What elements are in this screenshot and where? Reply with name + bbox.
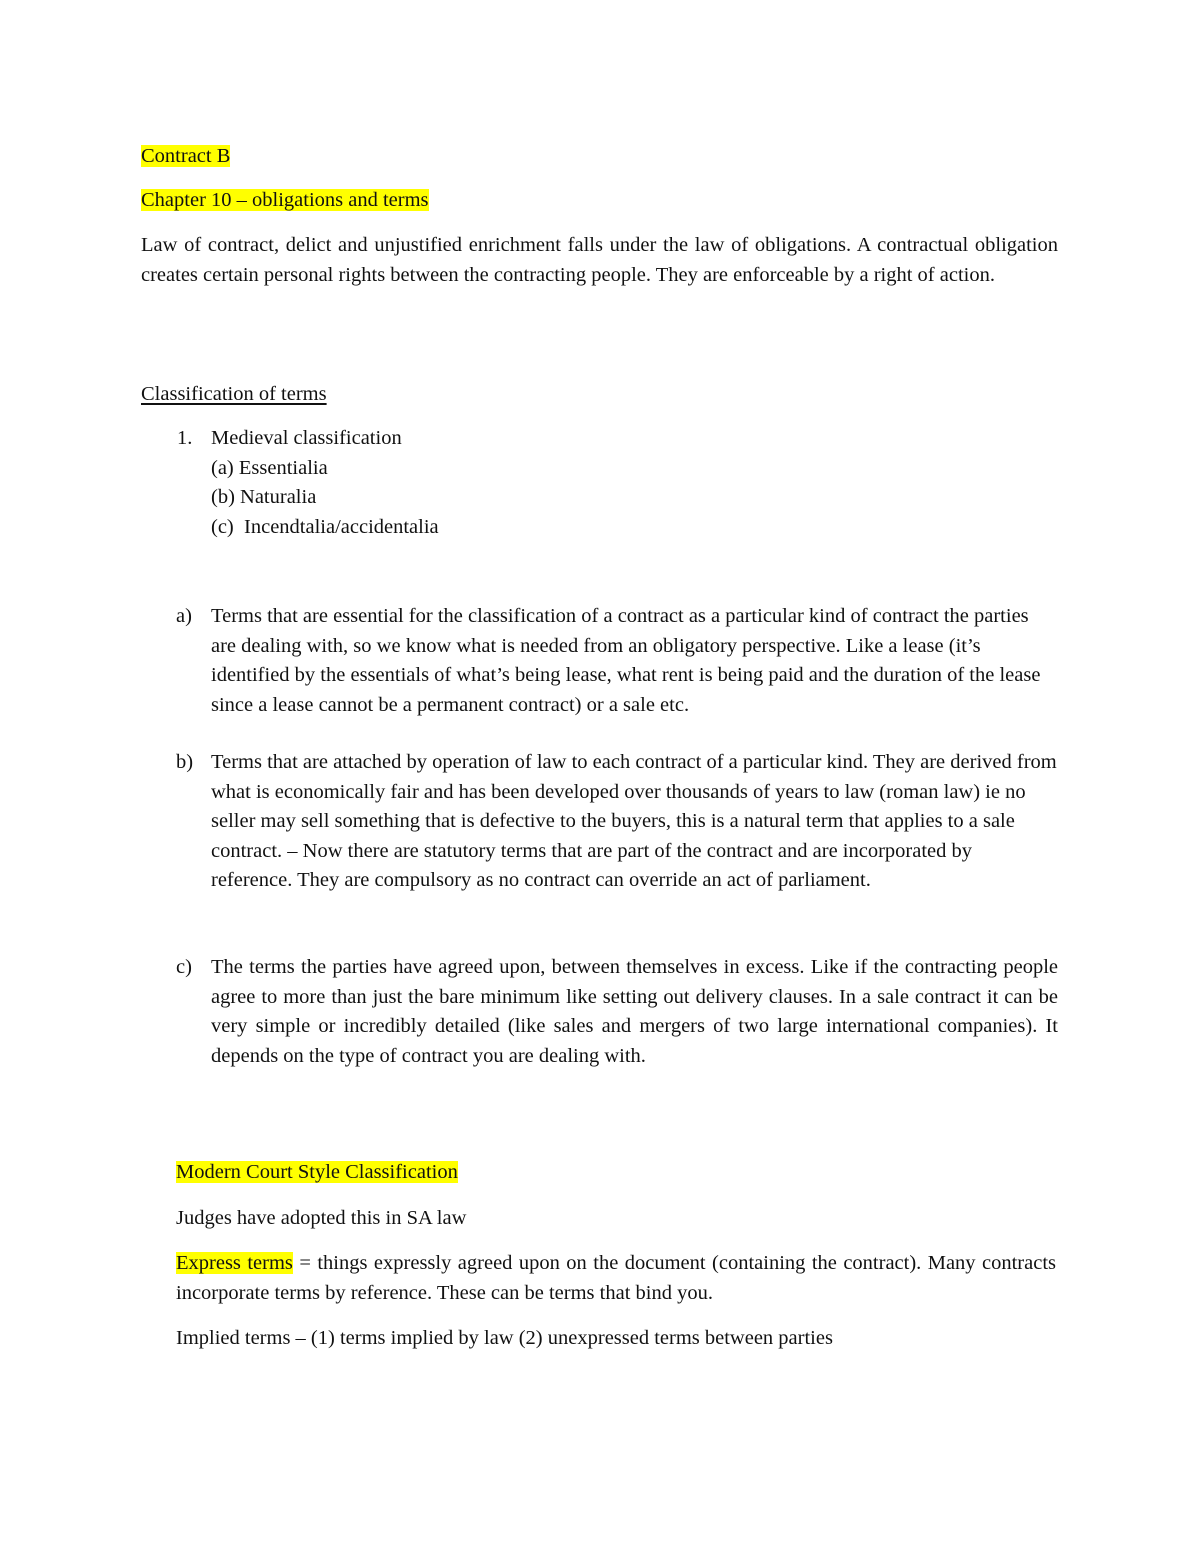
- explanation-marker: a): [176, 605, 192, 627]
- explanation-text: Terms that are essential for the classification of a contract as a particular kind of contract the parties are dealing with, so we know what is needed from an obligatory perspective. Like a lease (it’s identified by the essentials of what’s being lease, what rent is being paid and the duration of the lease since a lease cannot be a permanent contract) or a sale etc.: [211, 605, 1041, 716]
- document-title: Contract B: [141, 145, 231, 167]
- express-terms-text: = things expressly agreed upon on the document (containing the contract). Many contracts incorporate terms by reference. These can be terms that bind you.: [176, 1252, 1056, 1304]
- implied-terms-line: Implied terms – (1) terms implied by law (2) unexpressed terms between parties: [176, 1327, 833, 1349]
- classification-heading: Classification of terms: [141, 383, 327, 405]
- list-item-label: Medieval classification: [211, 427, 402, 449]
- express-terms-paragraph: [176, 1249, 1056, 1308]
- express-terms-label: Express terms: [176, 1252, 293, 1274]
- explanation-marker: c): [176, 956, 192, 978]
- explanation-text: Terms that are attached by operation of law to each contract of a particular kind. They are derived from what is economically fair and has been developed over thousands of years to law (roman law) ie no seller may sell something that is defective to the buyers, this is a natural term that applies to a sale contract. – Now there are statutory terms that are part of the contract and are incorporated by reference. They are compulsory as no contract can override an act of parliament.: [211, 751, 1057, 891]
- list-number: 1.: [177, 427, 193, 449]
- explanation-text: The terms the parties have agreed upon, between themselves in excess. Like if the contracting people agree to more than just the bare minimum like setting out delivery clauses. In a sale contract it can be very simple or incredibly detailed (like sales and mergers of two large international companies). It depends on the type of contract you are dealing with.: [211, 956, 1058, 1067]
- judges-line: Judges have adopted this in SA law: [176, 1207, 467, 1229]
- chapter-heading: Chapter 10 – obligations and terms: [141, 189, 429, 211]
- sub-item-naturalia: (b) Naturalia: [211, 486, 317, 508]
- modern-classification-heading: Modern Court Style Classification: [176, 1161, 458, 1183]
- intro-paragraph: Law of contract, delict and unjustified enrichment falls under the law of obligations. A contractual obligation creates certain personal rights between the contracting people. They are enforceable by a right of action.: [141, 234, 1058, 286]
- sub-item-incendtalia: (c) Incendtalia/accidentalia: [211, 516, 439, 538]
- sub-item-essentialia: (a) Essentialia: [211, 457, 328, 479]
- explanation-marker: b): [176, 751, 194, 773]
